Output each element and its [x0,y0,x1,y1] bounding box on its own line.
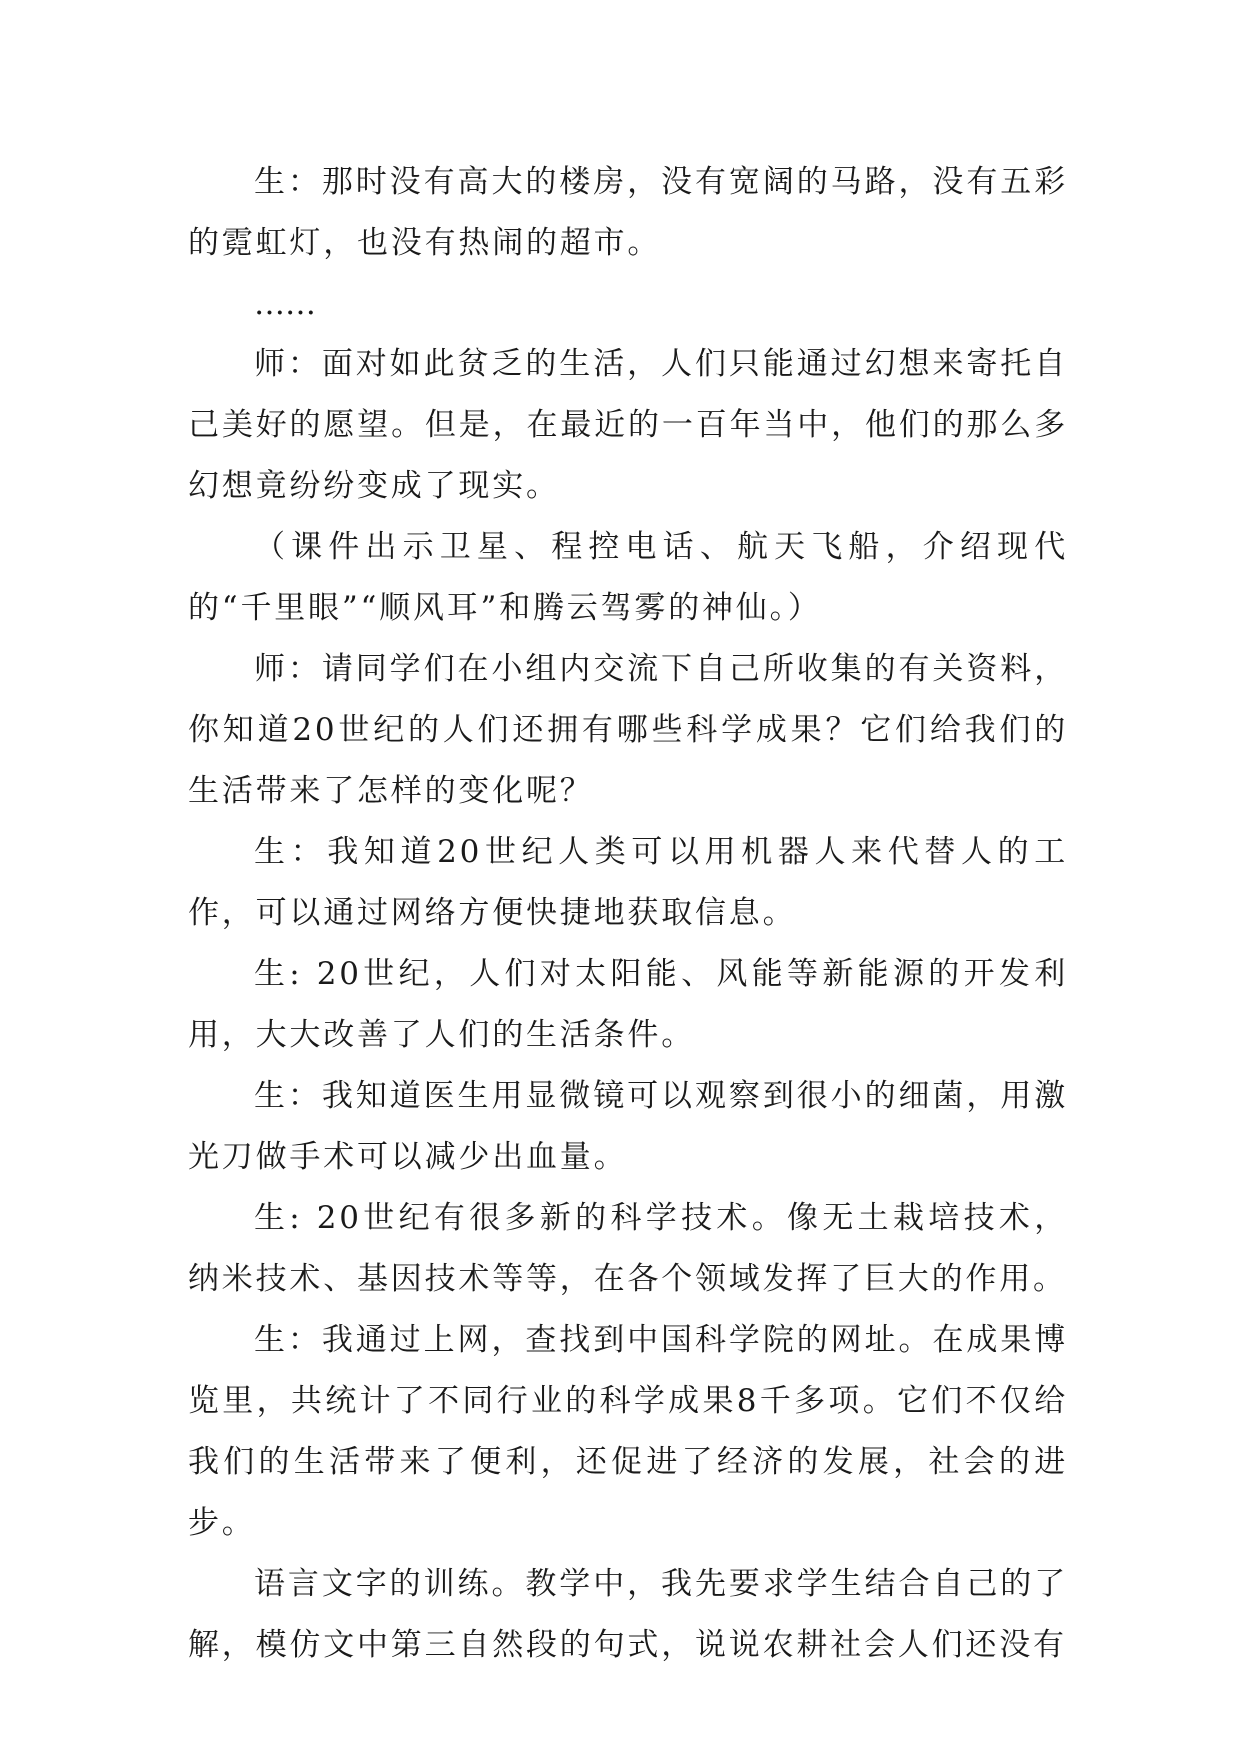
paragraph-student-technology: 生: 20世纪有很多新的科学技术。像无土栽培技术，纳米技术、基因技术等等，在各个领域发挥了巨大的作用。 [188,1200,1068,1297]
paragraph-teacher-fantasy: 师：面对如此贫乏的生活，人们只能通过幻想来寄托自己美好的愿望。但是，在最近的一百年当中，他们的那么多幻想竟纷纷变成了现实。 [188,346,1068,504]
paragraph-teacher-question: 师：请同学们在小组内交流下自己所收集的有关资料，你知道20世纪的人们还拥有哪些科学成果？它们给我们的生活带来了怎样的变化呢？ [188,651,1068,809]
paragraph-language-training: 语言文字的训练。教学中，我先要求学生结合自己的了解，模仿文中第三自然段的句式，说说农耕社会人们还没有 [188,1566,1068,1663]
paragraph-student-microscope: 生：我知道医生用显微镜可以观察到很小的细菌，用激光刀做手术可以减少出血量。 [188,1078,1068,1175]
paragraph-student-no-buildings: 生：那时没有高大的楼房，没有宽阔的马路，没有五彩的霓虹灯，也没有热闹的超市。 [188,164,1068,261]
paragraph-ellipsis: …… [254,286,316,322]
paragraph-courseware-note: （课件出示卫星、程控电话、航天飞船，介绍现代的“千里眼”“顺风耳”和腾云驾雾的神仙。） [188,529,1068,626]
paragraph-student-internet: 生：我通过上网，查找到中国科学院的网址。在成果博览里，共统计了不同行业的科学成果8千多项。它们不仅给我们的生活带来了便利，还促进了经济的发展，社会的进步。 [188,1322,1068,1541]
paragraph-student-robots: 生：我知道20世纪人类可以用机器人来代替人的工作，可以通过网络方便快捷地获取信息。 [188,834,1068,931]
document-body [188,152,1068,1676]
paragraph-student-energy: 生: 20世纪，人们对太阳能、风能等新能源的开发利用，大大改善了人们的生活条件。 [188,956,1068,1053]
